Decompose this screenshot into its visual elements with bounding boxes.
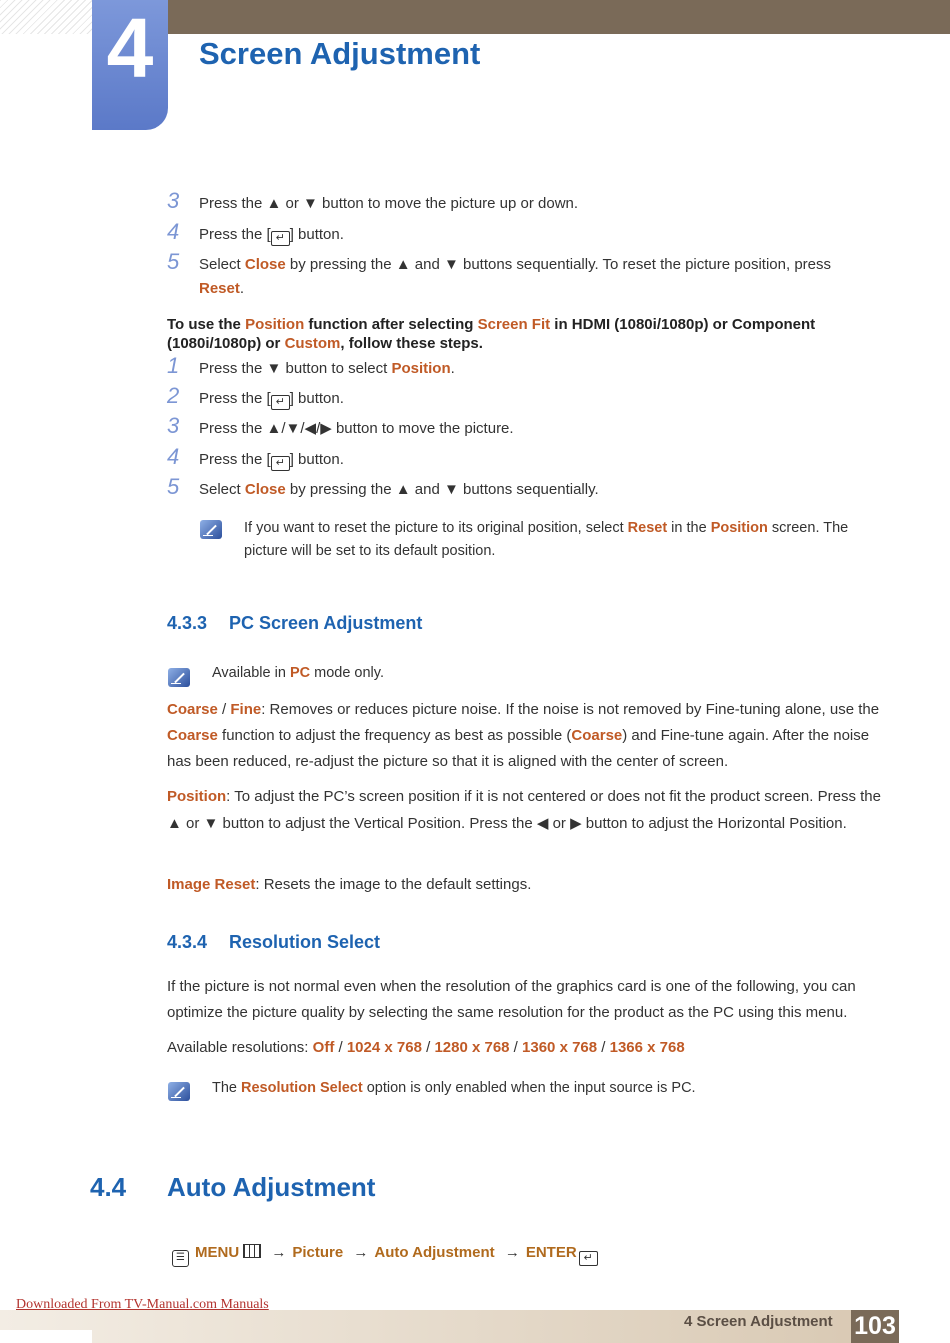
step-text: Press the [ ↵ ] button. xyxy=(199,226,344,244)
position-paragraph: Position: To adjust the PC’s screen position if it is not centered or does not fit the product screen. Press the ▲ or ▼ button to adjust the Vertical Position. Press the ◀ or ▶ button to adjust the Horizontal Position. xyxy=(167,788,881,832)
chapter-tab xyxy=(92,0,168,130)
note-icon xyxy=(168,668,190,687)
step-number: 5 xyxy=(167,474,180,499)
chapter-title: Screen Adjustment xyxy=(199,36,481,71)
menu-grid-icon xyxy=(243,1244,261,1258)
step-number: 2 xyxy=(167,383,180,408)
note-icon xyxy=(168,1082,190,1101)
section-heading-44: 4.4 Auto Adjustment xyxy=(90,1172,376,1202)
available-resolutions: Available resolutions: Off / 1024 x 768 / 1280 x 768 / 1360 x 768 / 1366 x 768 xyxy=(167,1039,685,1056)
position-intro: To use the Position function after selecting Screen Fit in HDMI (1080i/1080p) or Component (1080i/1080p) or Custom, follow these steps. xyxy=(167,316,816,352)
note-text: Available in PC mode only. xyxy=(212,665,384,681)
step-number: 4 xyxy=(167,219,180,244)
step-text: Press the [ ↵ ] button. xyxy=(199,451,344,469)
enter-icon: ↵ xyxy=(271,231,290,246)
step-text: Select Close by pressing the ▲ and ▼ buttons sequentially. To reset the picture position, press Reset. xyxy=(199,256,831,297)
step-number: 3 xyxy=(167,413,180,438)
enter-icon: ↵ xyxy=(579,1251,598,1266)
resolution-paragraph: If the picture is not normal even when the resolution of the graphics card is one of the following, you can optimize the picture quality by selecting the same resolution for the product as the PC using this menu. xyxy=(167,978,856,1021)
footer-chapter-label: 4 Screen Adjustment xyxy=(684,1313,833,1330)
header-hatch xyxy=(0,0,92,34)
download-link[interactable]: Downloaded From TV-Manual.com Manuals xyxy=(16,1297,269,1312)
note-text: The Resolution Select option is only enabled when the input source is PC. xyxy=(212,1080,696,1096)
chapter-number: 4 xyxy=(106,1,154,95)
step-text: Press the ▲/▼/◀/▶ button to move the picture. xyxy=(199,420,514,437)
step-number: 3 xyxy=(167,188,180,213)
menu-icon: ☰ xyxy=(172,1250,189,1267)
enter-icon: ↵ xyxy=(271,395,290,410)
header-bar xyxy=(167,0,950,34)
footer-gap xyxy=(0,1330,92,1343)
step-number: 4 xyxy=(167,444,180,469)
step-text: Press the [ ↵ ] button. xyxy=(199,390,344,408)
note-icon xyxy=(200,520,222,539)
page-number: 103 xyxy=(851,1310,899,1343)
coarse-fine-paragraph: Coarse / Fine: Removes or reduces picture noise. If the noise is not removed by Fine-tuning alone, use the Coarse function to adjust the frequency as best as possible (Coarse) and Fine-tune again. After the noise has been reduced, re-adjust the picture so that it is aligned with the center of screen. xyxy=(167,701,880,770)
section-heading-434: 4.3.4 Resolution Select xyxy=(167,932,381,952)
menu-path: ☰ MENU → Picture → Auto Adjustment → ENTER ↵ xyxy=(172,1244,598,1267)
step-number: 5 xyxy=(167,249,180,274)
step-text: Press the ▼ button to select Position. xyxy=(199,360,455,377)
section-heading-433: 4.3.3 PC Screen Adjustment xyxy=(167,613,423,633)
note-text: If you want to reset the picture to its original position, select Reset in the Position screen. The picture will be set to its default position. xyxy=(244,520,849,559)
step-number: 1 xyxy=(167,353,180,378)
image-reset-paragraph: Image Reset: Resets the image to the default settings. xyxy=(167,876,532,893)
step-text: Select Close by pressing the ▲ and ▼ buttons sequentially. xyxy=(199,481,599,498)
enter-icon: ↵ xyxy=(271,456,290,471)
step-text: Press the ▲ or ▼ button to move the picture up or down. xyxy=(199,195,579,212)
